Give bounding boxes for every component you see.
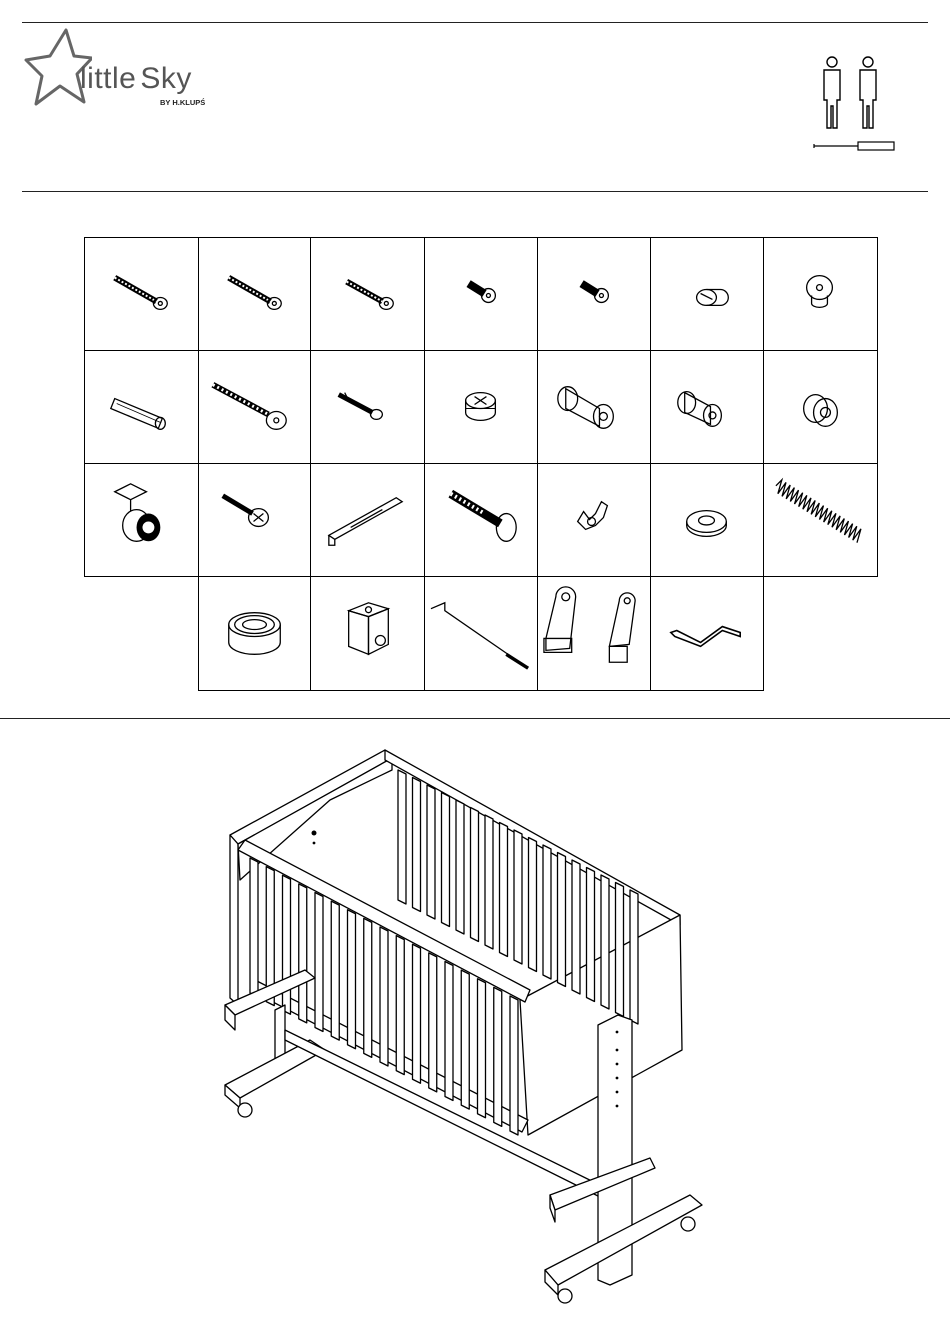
wooden-dowel-icon — [85, 351, 198, 463]
header-bottom-rule — [22, 191, 928, 192]
medium-bolt-icon — [311, 238, 424, 350]
bearing-icon — [199, 577, 310, 690]
part-cell — [650, 350, 764, 464]
lock-bracket-icon — [311, 464, 424, 576]
part-cell — [537, 350, 651, 464]
part-cell — [763, 350, 878, 464]
wood-screw-icon — [199, 351, 310, 463]
long-bolt-icon — [199, 238, 310, 350]
swing-hangers-icon — [538, 577, 650, 690]
crib-slat — [478, 979, 486, 1118]
barrel-nut-icon — [651, 238, 763, 350]
part-cell — [650, 576, 764, 691]
long-bolt-icon — [85, 238, 198, 350]
part-cell — [310, 237, 425, 351]
phillips-screw-icon — [199, 464, 310, 576]
part-cell — [424, 350, 538, 464]
part-cell — [198, 463, 311, 577]
part-cell — [198, 237, 311, 351]
assembled-cradle-illustration — [210, 740, 720, 1315]
crib-slat — [616, 883, 624, 1017]
part-cell — [310, 576, 425, 691]
crib-slat — [364, 918, 372, 1057]
crib-slat — [413, 778, 421, 912]
part-cell — [537, 576, 651, 691]
crib-slat — [587, 868, 595, 1002]
crib-slat — [283, 875, 291, 1014]
part-cell — [84, 237, 199, 351]
part-cell — [537, 463, 651, 577]
part-cell — [84, 350, 199, 464]
short-bolt-icon — [538, 238, 650, 350]
wooden-block-icon — [311, 577, 424, 690]
crib-slat — [572, 860, 580, 994]
crib-slat — [471, 808, 479, 942]
crib-slat — [558, 853, 566, 987]
threaded-rod-icon — [425, 577, 537, 690]
brand-name: little Sky — [80, 62, 192, 95]
crib-slat — [543, 845, 551, 979]
part-cell — [310, 463, 425, 577]
crib-slat — [442, 793, 450, 927]
crib-slat — [429, 953, 437, 1092]
part-cell — [198, 576, 311, 691]
cam-lock-icon — [425, 351, 537, 463]
part-cell — [763, 237, 878, 351]
crib-slat — [331, 901, 339, 1040]
cam-pin-icon — [311, 351, 424, 463]
part-cell — [84, 463, 199, 577]
part-cell — [537, 237, 651, 351]
part-cell — [424, 463, 538, 577]
carriage-bolt-icon — [425, 464, 537, 576]
crib-slat — [445, 962, 453, 1101]
spacer-medium-icon — [651, 351, 763, 463]
caster-wheel-icon — [85, 464, 198, 576]
crib-slat — [510, 996, 518, 1135]
part-cell — [650, 463, 764, 577]
spacer-short-icon — [764, 351, 877, 463]
crib-slat — [601, 875, 609, 1009]
spring-icon — [764, 464, 877, 576]
two-persons-icon — [810, 54, 900, 134]
crib-slat — [315, 893, 323, 1032]
cap-nut-icon — [764, 238, 877, 350]
part-cell — [198, 350, 311, 464]
crib-slat — [398, 770, 406, 904]
part-cell — [763, 463, 878, 577]
crib-slat — [380, 927, 388, 1066]
washer-icon — [651, 464, 763, 576]
brand-byline: BY H.KLUPŚ — [160, 98, 206, 107]
crib-slat — [250, 858, 258, 997]
crib-slat — [461, 970, 469, 1109]
parts-bottom-rule — [0, 718, 950, 719]
crib-slat — [396, 936, 404, 1075]
brand-logo — [22, 28, 222, 112]
part-cell — [424, 237, 538, 351]
crib-slat — [630, 890, 638, 1024]
crib-slat — [485, 815, 493, 949]
crib-slat — [348, 910, 356, 1049]
spacer-long-icon — [538, 351, 650, 463]
crib-slat — [427, 785, 435, 919]
allen-key-icon — [651, 577, 763, 690]
crib-slat — [413, 944, 421, 1083]
short-bolt-icon — [425, 238, 537, 350]
wing-nut-icon — [538, 464, 650, 576]
crib-slat — [514, 830, 522, 964]
crib-slat — [500, 823, 508, 957]
crib-slat — [456, 800, 464, 934]
crib-slat — [494, 987, 502, 1126]
screwdriver-icon — [810, 138, 900, 154]
part-cell — [310, 350, 425, 464]
top-rule — [22, 22, 928, 23]
part-cell — [650, 237, 764, 351]
part-cell — [424, 576, 538, 691]
crib-slat — [299, 884, 307, 1023]
assembly-requirements — [810, 54, 900, 154]
crib-slat — [529, 838, 537, 972]
parts-list — [84, 237, 877, 690]
